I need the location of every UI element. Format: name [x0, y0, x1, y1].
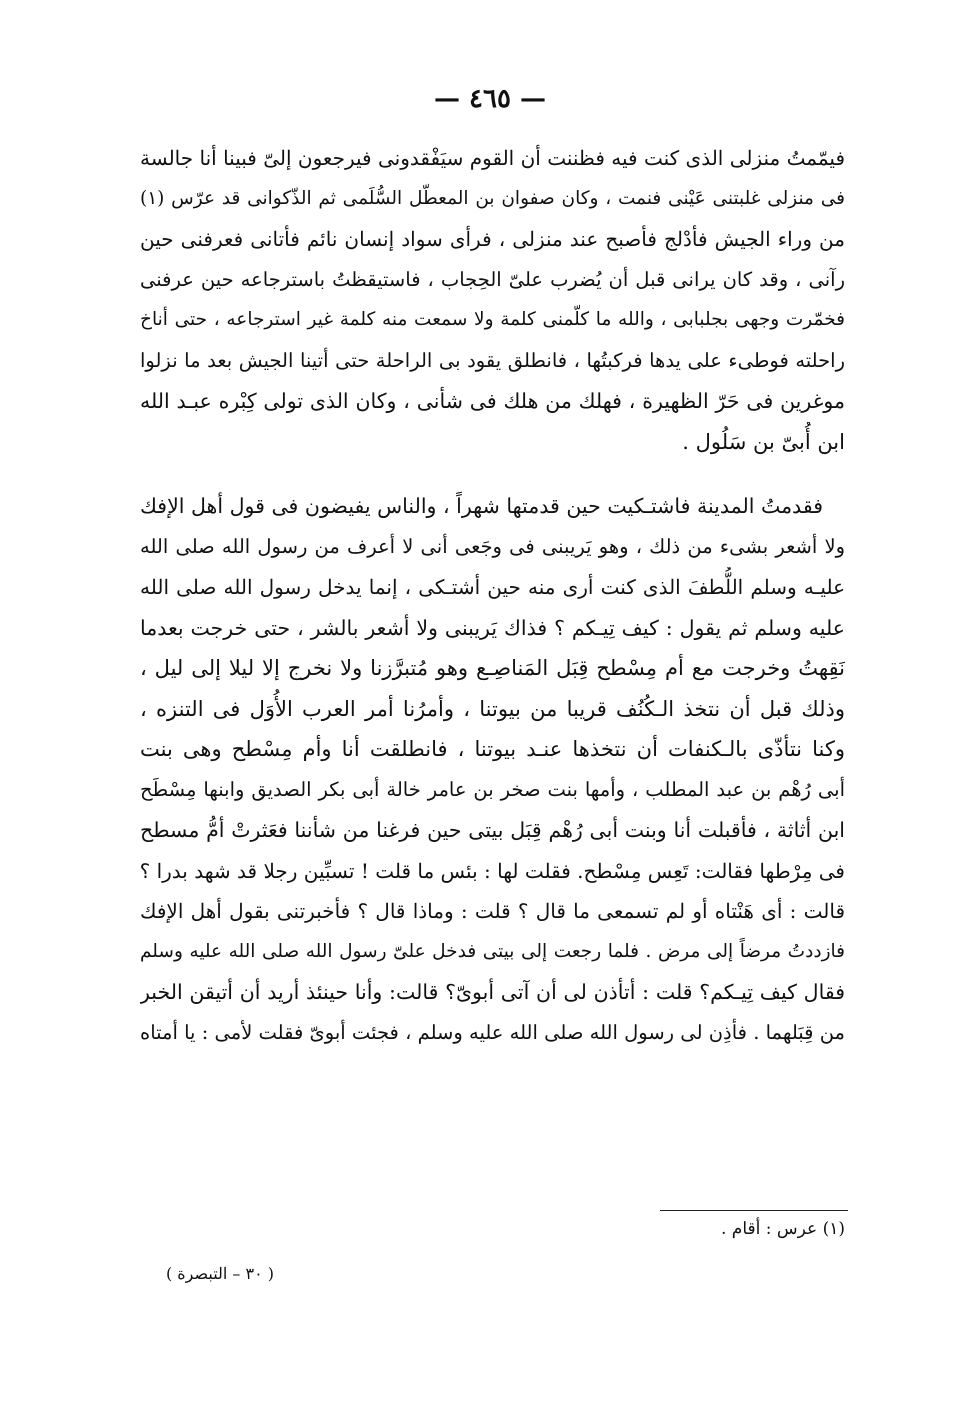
text-line: عليه وسلم ثم يقول : كيف تِيـكم ؟ فذاك يَريبنى ولا أشعر بالشر ، حتى خرجت بعدما: [140, 615, 845, 640]
footnote: (١) عرس : أقام .: [721, 1219, 845, 1239]
paragraph-1: [140, 138, 845, 462]
text-line: ابن أثاثة ، فأقبلت أنا وبنت أبى رُهْم قِبَل بيتى حين فرغنا من شأننا فعَثرتْ أمُّ مسطح: [140, 818, 845, 842]
text-line: فى مِرْطها فقالت: تَعِس مِسْطح. فقلت لها : بئس ما قلت ! تسبِّين رجلا قد شهد بدرا ؟: [140, 858, 845, 883]
text-line: نَقِهتُ وخرجت مع أم مِسْطح قِبَل المَناصِـع وهو مُتبرَّزنا ولا نخرج إلا ليلا إلى ليل ،: [140, 656, 845, 680]
printer-signature: ( ٣٠ – التبصرة ): [165, 1264, 275, 1283]
text-line: فخمّرت وجهى بجلبابى ، والله ما كلّمنى كلمة ولا سمعت منه كلمة غير استرجاعه ، حتى أناخ: [140, 309, 845, 330]
text-line: من قِبَلهما . فأذِن لى رسول الله صلى الله عليه وسلم ، فجئت أبوىّ فقلت لأمى : يا أمتاه: [140, 1020, 845, 1044]
text-line: رآنى ، وقد كان يرانى قبل أن يُضرب علىّ الحِجاب ، فاستيقظتُ باسترجاعه حين عرفنى: [140, 267, 845, 291]
text-line: فقال كيف تِيـكم؟ قلت : أتأذن لى أن آتى أبوىّ؟ قالت: وأنا حينئذ أريد أن أتيقن الخبر: [140, 980, 845, 1004]
text-line: وكنا نتأذّى بالـكنفات أن نتخذها عنـد بيوتنا ، فانطلقت أنا وأم مِسْطح وهى بنت: [140, 737, 845, 761]
text-line: وذلك قبل أن نتخذ الـكُنُف قريبا من بيوتنا ، وأمرُنا أمر العرب الأُوَل فى التنزه ،: [140, 696, 845, 721]
paragraph-gap: [140, 462, 845, 486]
page-number: — ٤٦٥ —: [433, 84, 547, 114]
body-text: [140, 138, 845, 1053]
text-line: عليـه وسلم اللُّطفَ الذى كنت أرى منه حين أشتـكى ، إنما يدخل رسول الله صلى الله: [140, 575, 845, 599]
text-line: من وراء الجيش فأدْلج فأصبح عند منزلى ، فرأى سواد إنسان نائم فأتانى فعرفنى حين: [140, 227, 845, 251]
text-line: راحلته فوطىء على يدها فركبتُها ، فانطلق يقود بى الراحلة حتى أتينا الجيش بعد ما نزلوا: [140, 348, 845, 372]
text-line: ولا أشعر بشىء من ذلك ، وهو يَريبنى فى وجَعى أنى لا أعرف من رسول الله صلى الله: [140, 534, 845, 558]
text-line: ابن أُبىّ بن سَلُول .: [682, 429, 845, 454]
text-line: فيمّمتُ منزلى الذى كنت فيه فظننت أن القوم سيَفْقدونى فيرجعون إلىّ فبينا أنا جالسة: [140, 146, 845, 170]
text-line: أبى رُهْم بن عبد المطلب ، وأمها بنت صخر بن عامر خالة أبى بكر الصديق وابنها مِسْطَح: [140, 777, 845, 801]
footnote-divider: [660, 1210, 848, 1211]
text-line: فازددتُ مرضاً إلى مرض . فلما رجعت إلى بيتى فدخل علىّ رسول الله صلى الله عليه وسلم: [140, 940, 845, 962]
text-line: قالت : أى هَنْتاه أو لم تسمعى ما قال ؟ قلت : وماذا قال ؟ فأخبرتنى بقول أهل الإفك: [140, 899, 845, 923]
text-line: فى منزلى غلبتنى عَيْنى فنمت ، وكان صفوان بن المعطّل السُّلَمى ثم الذّكوانى قد عرّس (١): [140, 187, 845, 209]
paragraph-2: [140, 486, 845, 1053]
text-line: موغرين فى حَرّ الظهيرة ، فهلك من هلك فى شأنى ، وكان الذى تولى كِبْره عبـد الله: [140, 389, 845, 413]
text-line: فقدمتُ المدينة فاشتـكيت حين قدمتها شهراً ، والناس يفيضون فى قول أهل الإفك: [140, 494, 823, 518]
